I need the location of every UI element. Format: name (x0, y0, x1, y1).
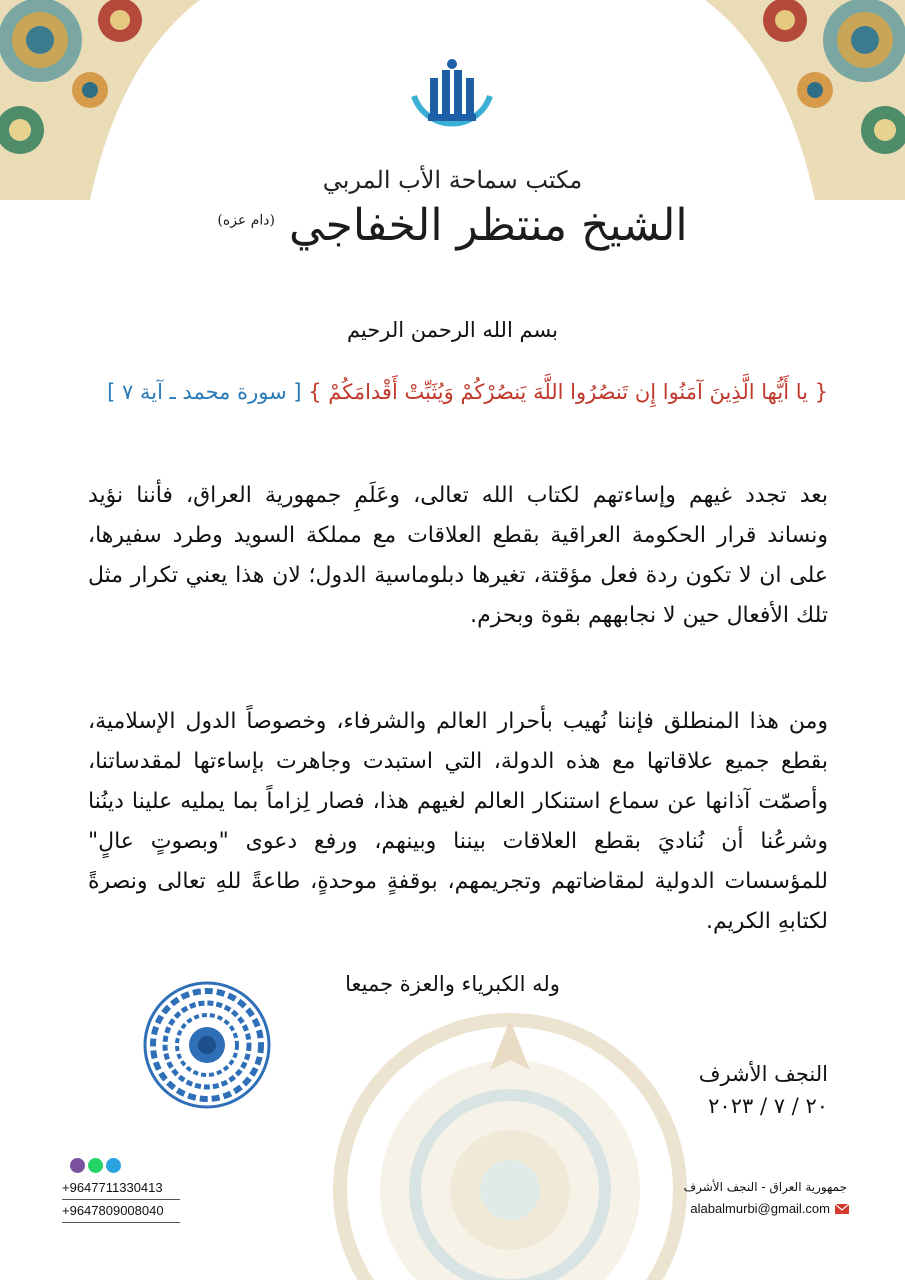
sheikh-name-text: الشيخ منتظر الخفاجي (288, 200, 688, 251)
address: جمهورية العراق - النجف الأشرف (683, 1180, 847, 1194)
phone-number-1[interactable]: +9647711330413 (62, 1180, 163, 1195)
office-logo (402, 56, 502, 146)
office-stamp (142, 980, 272, 1110)
basmala: بسم الله الرحمن الرحيم (346, 318, 559, 342)
verse-reference: [ سورة محمد ـ آية ٧ ] (107, 380, 302, 404)
statement-paragraph-1: بعد تجدد غيهم وإساءتهم لكتاب الله تعالى، وعَلَمِ جمهورية العراق، فأننا نؤيد ونساند قرار الحكومة العراقية بقطع العلاقات مع مملكة السويد وطرد سفيرها، على ان لا تكون ردة فعل مؤقتة، تغيرها دبلوماسية الدول؛ لان هذا يعني تكرار مثل تلك الأفعال حين لا نجابههم بقوة وبحزم. (88, 483, 828, 628)
mandala-watermark (330, 1010, 690, 1280)
quran-verse: { يا أَيُّها الَّذِينَ آمَنُوا إِن تَنصُرُوا اللَّهَ يَنصُرْكُمْ وَيُثَبِّتْ أَقْدامَكُمْ } (308, 380, 828, 404)
telegram-icon (106, 1158, 121, 1173)
letter-date: ٢٠ / ٧ / ٢٠٢٣ (708, 1094, 828, 1118)
viber-icon (70, 1158, 85, 1173)
closing-line: وله الكبرياء والعزة جميعا (345, 972, 560, 996)
whatsapp-icon (88, 1158, 103, 1173)
letter-place: النجف الأشرف (698, 1062, 828, 1086)
sheikh-name (0, 200, 905, 251)
statement-paragraph-2: ومن هذا المنطلق فإننا نُهيب بأحرار العالم والشرفاء، وخصوصاً الدول الإسلامية، بقطع جميع علاقاتها مع هذه الدولة، التي استبدت وجاهرت بإساءتها لمقدساتنا، وأصمّت آذانها عن سماع استنكار العالم لغيهم هذا، فصار لِزاماً بما يمليه علينا دينُنا وشرعُنا أن نُناديَ بقطع العلاقات بيننا وبينهم، ورفع دعوى "وبصوتٍ عالٍ" للمؤسسات الدولية لمقاضاتهم وتجريمهم، بوقفةٍ موحدةٍ، طاعةً للهِ تعالى ونصرةً لكتابهِ الكريم. (88, 709, 828, 934)
email-row (690, 1201, 849, 1216)
divider (62, 1222, 180, 1223)
honorific: (دام عزه) (217, 212, 275, 229)
divider (62, 1199, 180, 1200)
email-address[interactable]: alabalmurbi@gmail.com (690, 1201, 830, 1216)
office-title-line: مكتب سماحة الأب المربي (322, 166, 583, 194)
phone-number-2[interactable]: +9647809008040 (62, 1203, 164, 1218)
messaging-icons (70, 1158, 121, 1174)
quran-verse-block (88, 368, 828, 416)
mail-icon (835, 1204, 849, 1214)
